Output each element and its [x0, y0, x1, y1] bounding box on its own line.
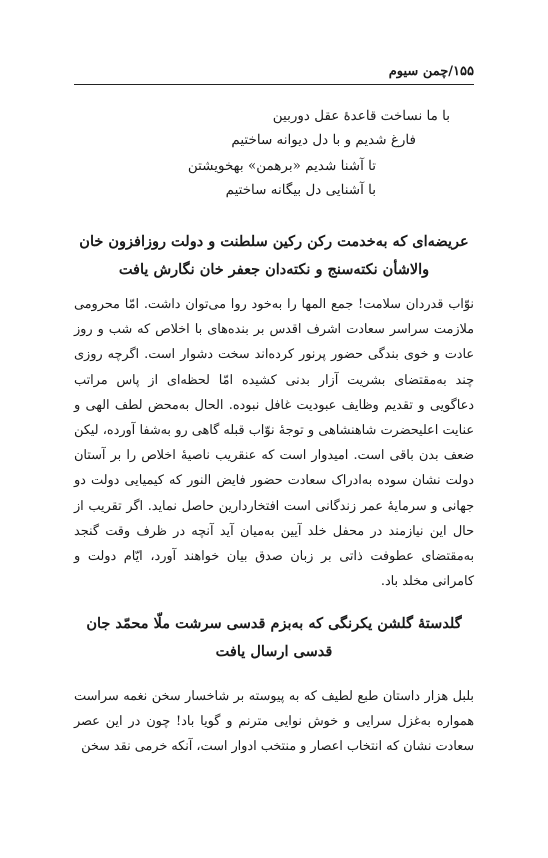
running-header — [74, 62, 474, 82]
section-heading-goldasteh: گلدستهٔ گلشن یکرنگی که به‌بزم قدسی سرشت ملّا محمّد جان قدسی ارسال یافت — [86, 615, 462, 660]
poem-line: با ما نساخت قاعدهٔ عقل دوربین — [272, 108, 450, 124]
section-heading-petition: عریضه‌ای که به‌خدمت رکن رکین سلطنت و دولت روزافزون خان والاشأن نکته‌سنج و نکته‌دان جعفر خان نگارش یافت — [79, 233, 469, 278]
body-paragraph-goldasteh: بلبل هزار داستان طبع لطیف که به پیوسته بر شاخسار سخن نغمه سراست همواره به‌غزل سرایی و خوش نوایی مترنم و گویا باد! چون در این عصر سعادت نشان که انتخاب اعصار و منتخب ادوار است، آنکه خرمی نقد سخن — [74, 689, 474, 755]
poem-line: تا آشنا شدیم «برهمن» بهخویشتن — [187, 158, 376, 174]
running-title: ۱۵۵/چمن سیوم — [388, 64, 474, 79]
header-rule — [74, 84, 474, 85]
poem-line: با آشنایی دل بیگانه ساختیم — [225, 182, 376, 198]
poem-line: فارغ شدیم و با دل دیوانه ساختیم — [231, 132, 416, 148]
body-paragraph-petition: نوّاب قدردان سلامت! جمع المها را به‌خود روا می‌توان داشت. امّا محرومی ملازمت سراسر سعادت اشرف اقدس بر بنده‌های با اخلاص که شب و روز عادت و خوی بندگی حضور پرنور کرده‌اند سخت دشوار است. اگرچه روزی چند به‌مقتضای بشریت آزار بدنی کشیده امّا لحظه‌ای از پاس مراتب دعاگویی و تقدیم وظایف عبودیت غافل نبوده. الحال به‌محض لطف الهی و عنایت اعلیحضرت شاهنشاهی و توجهٔ نوّاب قبله گاهی رو به‌شفا آورده، لیکن ضعف بدن باقی است. امیدوار است که عنقریب ناصیهٔ اخلاص را بر آستان دولت نشان سوده به‌ادراک سعادت حضور فایض النور که کیمیایی دولت دو جهانی و سرمایهٔ عمر زندگانی است افتخاردارین حاصل نماید. اگر تقریب از حال این نیازمند در محفل خلد آیین به‌میان آید آنچه در ظرف وقت گنجد به‌مقتضای عطوفت ذاتی بر زبان صدق بیان خواهند آورد، ایّام دولت و کامرانی مخلد باد. — [74, 297, 474, 590]
